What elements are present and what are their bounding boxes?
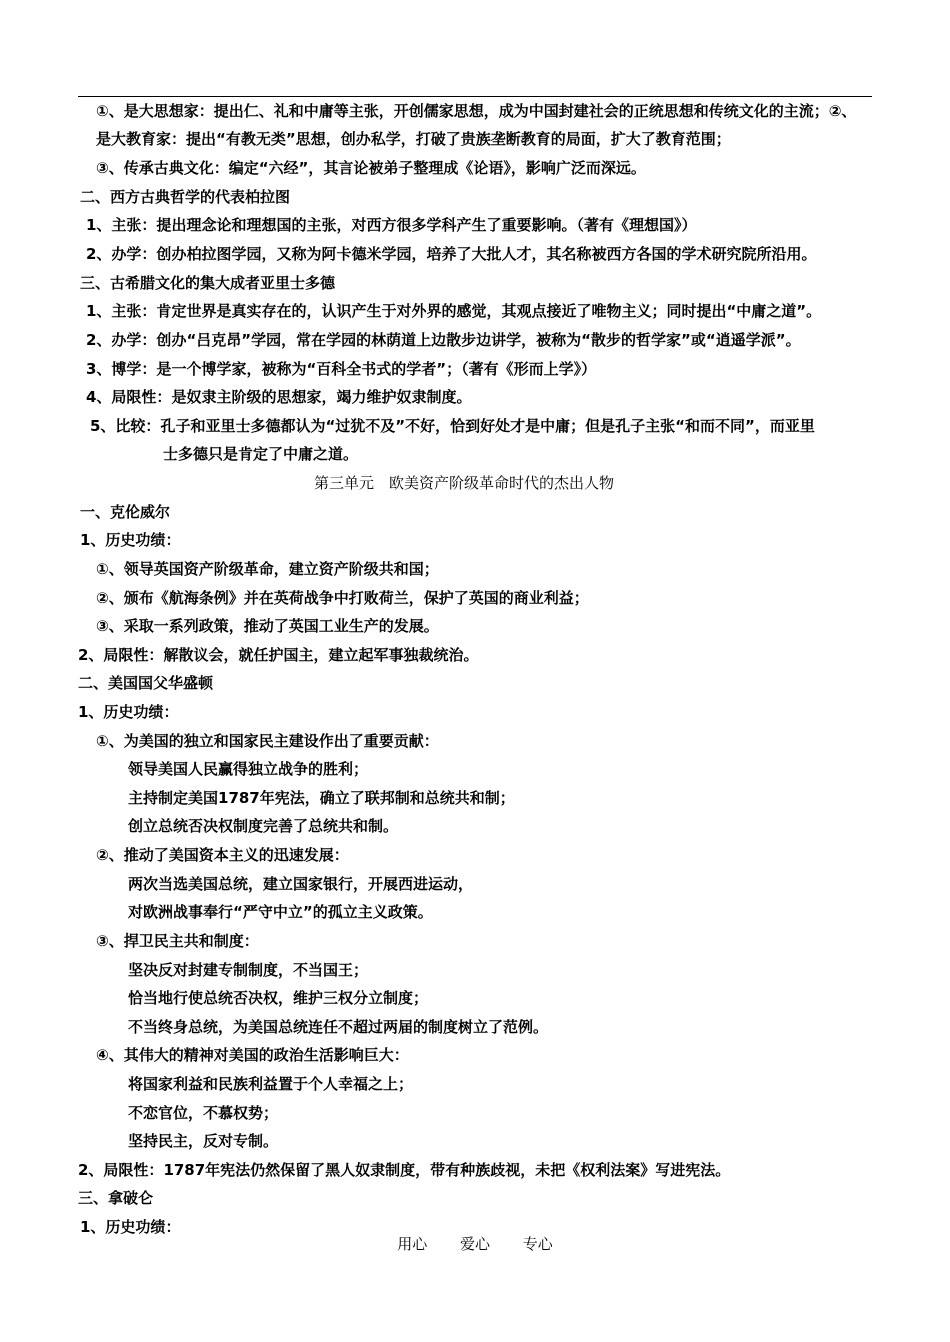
paragraph-line: ①、是大思想家：提出仁、礼和中庸等主张，开创儒家思想，成为中国封建社会的正统思想和传统文化的主流；②、 (96, 102, 857, 120)
section-heading: 二、美国国父华盛顿 (78, 674, 214, 692)
paragraph-line: 2、办学：创办“吕克昂”学园，常在学园的林荫道上边散步边讲学，被称为“散步的哲学家”或“逍遥学派”。 (86, 331, 801, 349)
list-detail: 对欧洲战事奉行“严守中立”的孤立主义政策。 (128, 903, 433, 921)
list-detail: 领导美国人民赢得独立战争的胜利； (128, 760, 369, 778)
paragraph-line: 5、比较：孔子和亚里士多德都认为“过犹不及”不好，恰到好处才是中庸；但是孔子主张“和而不同”，而亚里 (90, 417, 815, 435)
footer-word: 专心 (522, 1235, 553, 1253)
paragraph-line: 1、主张：提出理念论和理想国的主张，对西方很多学科产生了重要影响。（著有《理想国》） (86, 216, 697, 234)
sub-heading: 1、历史功绩： (78, 703, 179, 721)
section-heading: 二、西方古典哲学的代表柏拉图 (80, 188, 291, 206)
sub-heading: 1、历史功绩： (80, 1218, 181, 1236)
list-detail: 坚持民主，反对专制。 (128, 1132, 279, 1150)
list-detail: 创立总统否决权制度完善了总统共和制。 (128, 817, 399, 835)
sub-heading: 2、局限性：1787年宪法仍然保留了黑人奴隶制度，带有种族歧视，未把《权利法案》写进宪法。 (78, 1161, 731, 1179)
footer-word: 爱心 (459, 1235, 490, 1253)
paragraph-line: 士多德只是肯定了中庸之道。 (163, 445, 359, 463)
list-detail: 两次当选美国总统，建立国家银行，开展西进运动， (128, 875, 474, 893)
sub-heading: 2、局限性：解散议会，就任护国主，建立起军事独裁统治。 (78, 646, 479, 664)
list-item: ①、为美国的独立和国家民主建设作出了重要贡献： (96, 732, 439, 750)
paragraph-line: 4、局限性：是奴隶主阶级的思想家，竭力维护奴隶制度。 (86, 388, 472, 406)
header-rule (78, 96, 872, 97)
section-heading: 一、克伦威尔 (80, 503, 171, 521)
paragraph-line: ③、传承古典文化：编定“六经”，其言论被弟子整理成《论语》，影响广泛而深远。 (96, 159, 646, 177)
section-heading: 三、拿破仑 (78, 1189, 154, 1207)
list-item: ②、推动了美国资本主义的迅速发展： (96, 846, 349, 864)
list-detail: 不当终身总统，为美国总统连任不超过两届的制度树立了范例。 (128, 1018, 549, 1036)
page-footer (0, 1234, 950, 1254)
paragraph-line: 2、办学：创办柏拉图学园，又称为阿卡德米学园，培养了大批人才，其名称被西方各国的学术研究院所沿用。 (86, 245, 817, 263)
unit-title: 第三单元 欧美资产阶级革命时代的杰出人物 (314, 474, 615, 492)
list-detail: 主持制定美国1787年宪法，确立了联邦制和总统共和制； (128, 789, 515, 807)
list-detail: 不恋官位，不慕权势； (128, 1104, 279, 1122)
section-heading: 三、古希腊文化的集大成者亚里士多德 (80, 274, 336, 292)
list-item: ③、采取一系列政策，推动了英国工业生产的发展。 (96, 617, 439, 635)
list-item: ④、其伟大的精神对美国的政治生活影响巨大： (96, 1046, 409, 1064)
list-item: ①、领导英国资产阶级革命，建立资产阶级共和国； (96, 560, 439, 578)
footer-word: 用心 (397, 1235, 428, 1253)
list-detail: 将国家利益和民族利益置于个人幸福之上； (128, 1075, 414, 1093)
list-detail: 恰当地行使总统否决权，维护三权分立制度； (128, 989, 429, 1007)
list-item: ②、颁布《航海条例》并在英荷战争中打败荷兰，保护了英国的商业利益； (96, 589, 589, 607)
paragraph-line: 是大教育家：提出“有教无类”思想，创办私学，打破了贵族垄断教育的局面，扩大了教育范围； (96, 130, 731, 148)
paragraph-line: 3、博学：是一个博学家，被称为“百科全书式的学者”；（著有《形而上学》） (86, 360, 597, 378)
list-detail: 坚决反对封建专制制度，不当国王； (128, 961, 369, 979)
sub-heading: 1、历史功绩： (80, 531, 181, 549)
list-item: ③、捍卫民主共和制度： (96, 932, 259, 950)
paragraph-line: 1、主张：肯定世界是真实存在的，认识产生于对外界的感觉，其观点接近了唯物主义；同时提出“中庸之道”。 (86, 302, 822, 320)
